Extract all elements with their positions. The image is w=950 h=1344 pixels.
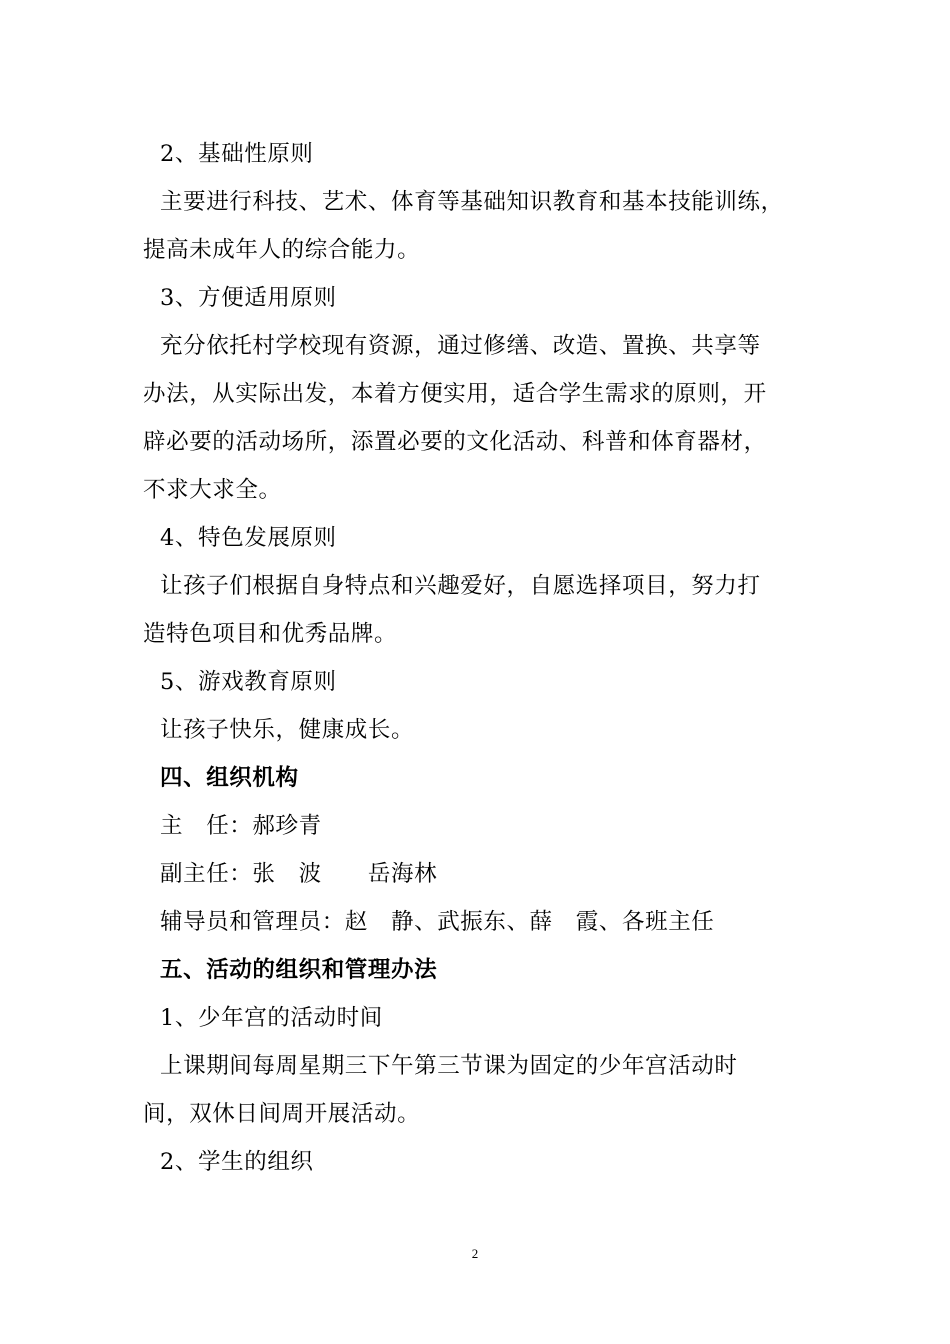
heading-activity-time: 1、少年宫的活动时间 <box>160 1005 383 1031</box>
director-line: 主 任：郝珍青 <box>160 813 322 839</box>
section-heading-organization: 四、组织机构 <box>160 765 299 791</box>
paragraph-line: 上课期间每周星期三下午第三节课为固定的少年宫活动时 <box>160 1053 738 1079</box>
heading-principle-2: 2、基础性原则 <box>160 141 314 167</box>
paragraph-line: 间，双休日间周开展活动。 <box>143 1101 421 1127</box>
paragraph-line: 不求大求全。 <box>143 477 282 503</box>
paragraph-line: 让孩子快乐，健康成长。 <box>160 717 415 743</box>
paragraph-line: 造特色项目和优秀品牌。 <box>143 621 398 647</box>
deputy-director-line: 副主任：张 波 岳海林 <box>160 861 438 887</box>
page-number: 2 <box>471 1246 479 1261</box>
paragraph-line: 办法，从实际出发，本着方便实用，适合学生需求的原则，开 <box>143 381 767 407</box>
heading-principle-4: 4、特色发展原则 <box>160 525 337 551</box>
paragraph-line: 主要进行科技、艺术、体育等基础知识教育和基本技能训练， <box>160 189 784 215</box>
section-heading-management: 五、活动的组织和管理办法 <box>160 957 438 983</box>
paragraph-line: 提高未成年人的综合能力。 <box>143 237 421 263</box>
paragraph-line: 辟必要的活动场所，添置必要的文化活动、科普和体育器材， <box>143 429 767 455</box>
paragraph-line: 让孩子们根据自身特点和兴趣爱好，自愿选择项目，努力打 <box>160 573 761 599</box>
heading-principle-5: 5、游戏教育原则 <box>160 669 337 695</box>
counselors-line: 辅导员和管理员：赵 静、武振东、薛 霞、各班主任 <box>160 909 715 935</box>
heading-student-organization: 2、学生的组织 <box>160 1149 314 1175</box>
heading-principle-3: 3、方便适用原则 <box>160 285 337 311</box>
paragraph-line: 充分依托村学校现有资源，通过修缮、改造、置换、共享等 <box>160 333 761 359</box>
